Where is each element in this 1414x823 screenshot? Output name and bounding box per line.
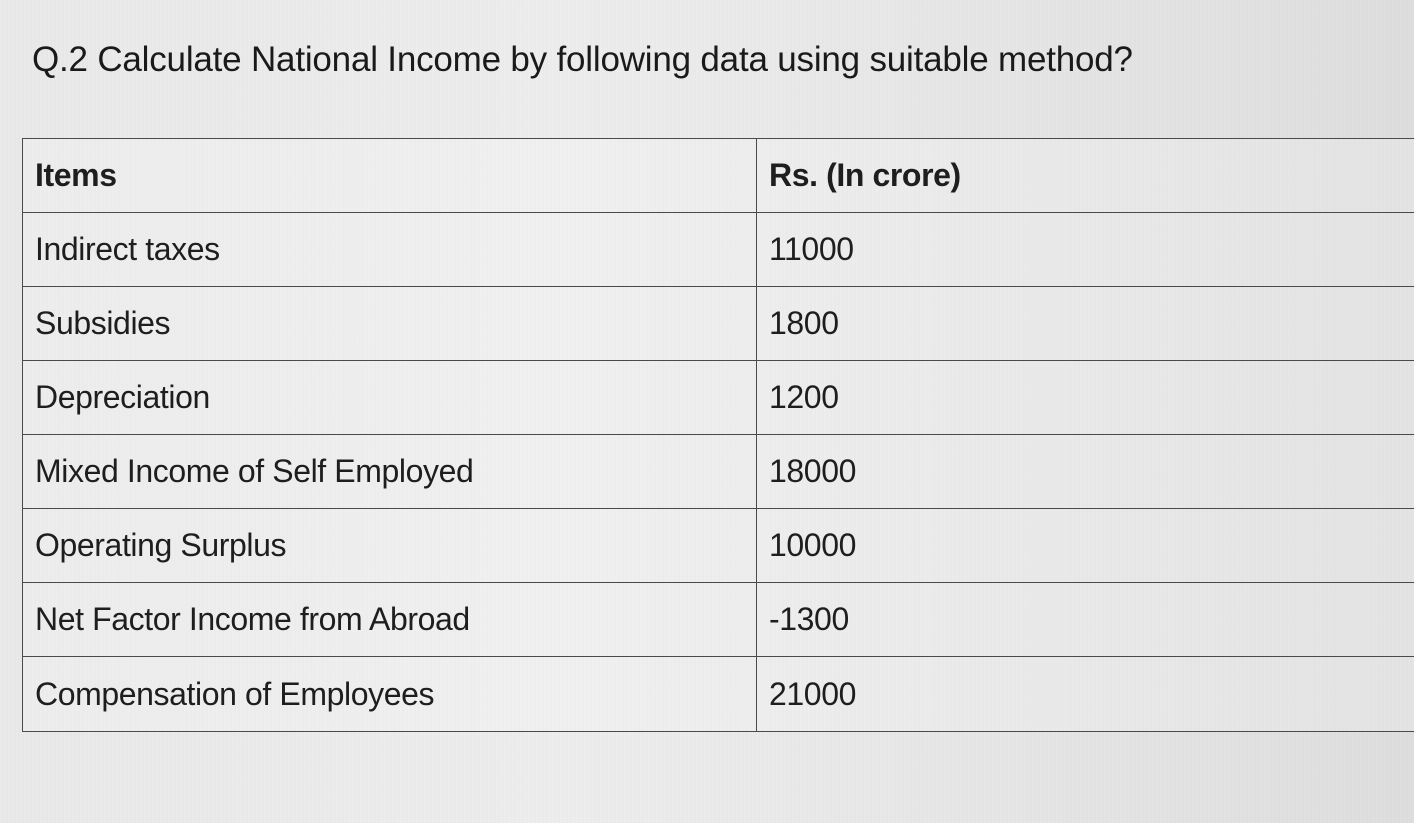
value-cell: 1800 bbox=[757, 287, 1414, 361]
data-table bbox=[22, 138, 1414, 732]
column-header-items: Items bbox=[23, 139, 757, 213]
table-row bbox=[23, 657, 1414, 732]
table-row bbox=[23, 213, 1414, 287]
item-cell: Net Factor Income from Abroad bbox=[23, 583, 757, 657]
value-cell: -1300 bbox=[757, 583, 1414, 657]
item-cell: Mixed Income of Self Employed bbox=[23, 435, 757, 509]
data-table-container bbox=[22, 138, 1414, 732]
value-cell: 1200 bbox=[757, 361, 1414, 435]
table-row bbox=[23, 361, 1414, 435]
table-row bbox=[23, 509, 1414, 583]
value-cell: 11000 bbox=[757, 213, 1414, 287]
value-cell: 18000 bbox=[757, 435, 1414, 509]
item-cell: Depreciation bbox=[23, 361, 757, 435]
value-cell: 21000 bbox=[757, 657, 1414, 732]
item-cell: Compensation of Employees bbox=[23, 657, 757, 732]
question-title: Q.2 Calculate National Income by following data using suitable method? bbox=[32, 40, 1133, 79]
item-cell: Indirect taxes bbox=[23, 213, 757, 287]
table-row bbox=[23, 287, 1414, 361]
item-cell: Operating Surplus bbox=[23, 509, 757, 583]
table-header-row bbox=[23, 139, 1414, 213]
column-header-amount: Rs. (In crore) bbox=[757, 139, 1414, 213]
item-cell: Subsidies bbox=[23, 287, 757, 361]
table-row bbox=[23, 435, 1414, 509]
table-row bbox=[23, 583, 1414, 657]
value-cell: 10000 bbox=[757, 509, 1414, 583]
